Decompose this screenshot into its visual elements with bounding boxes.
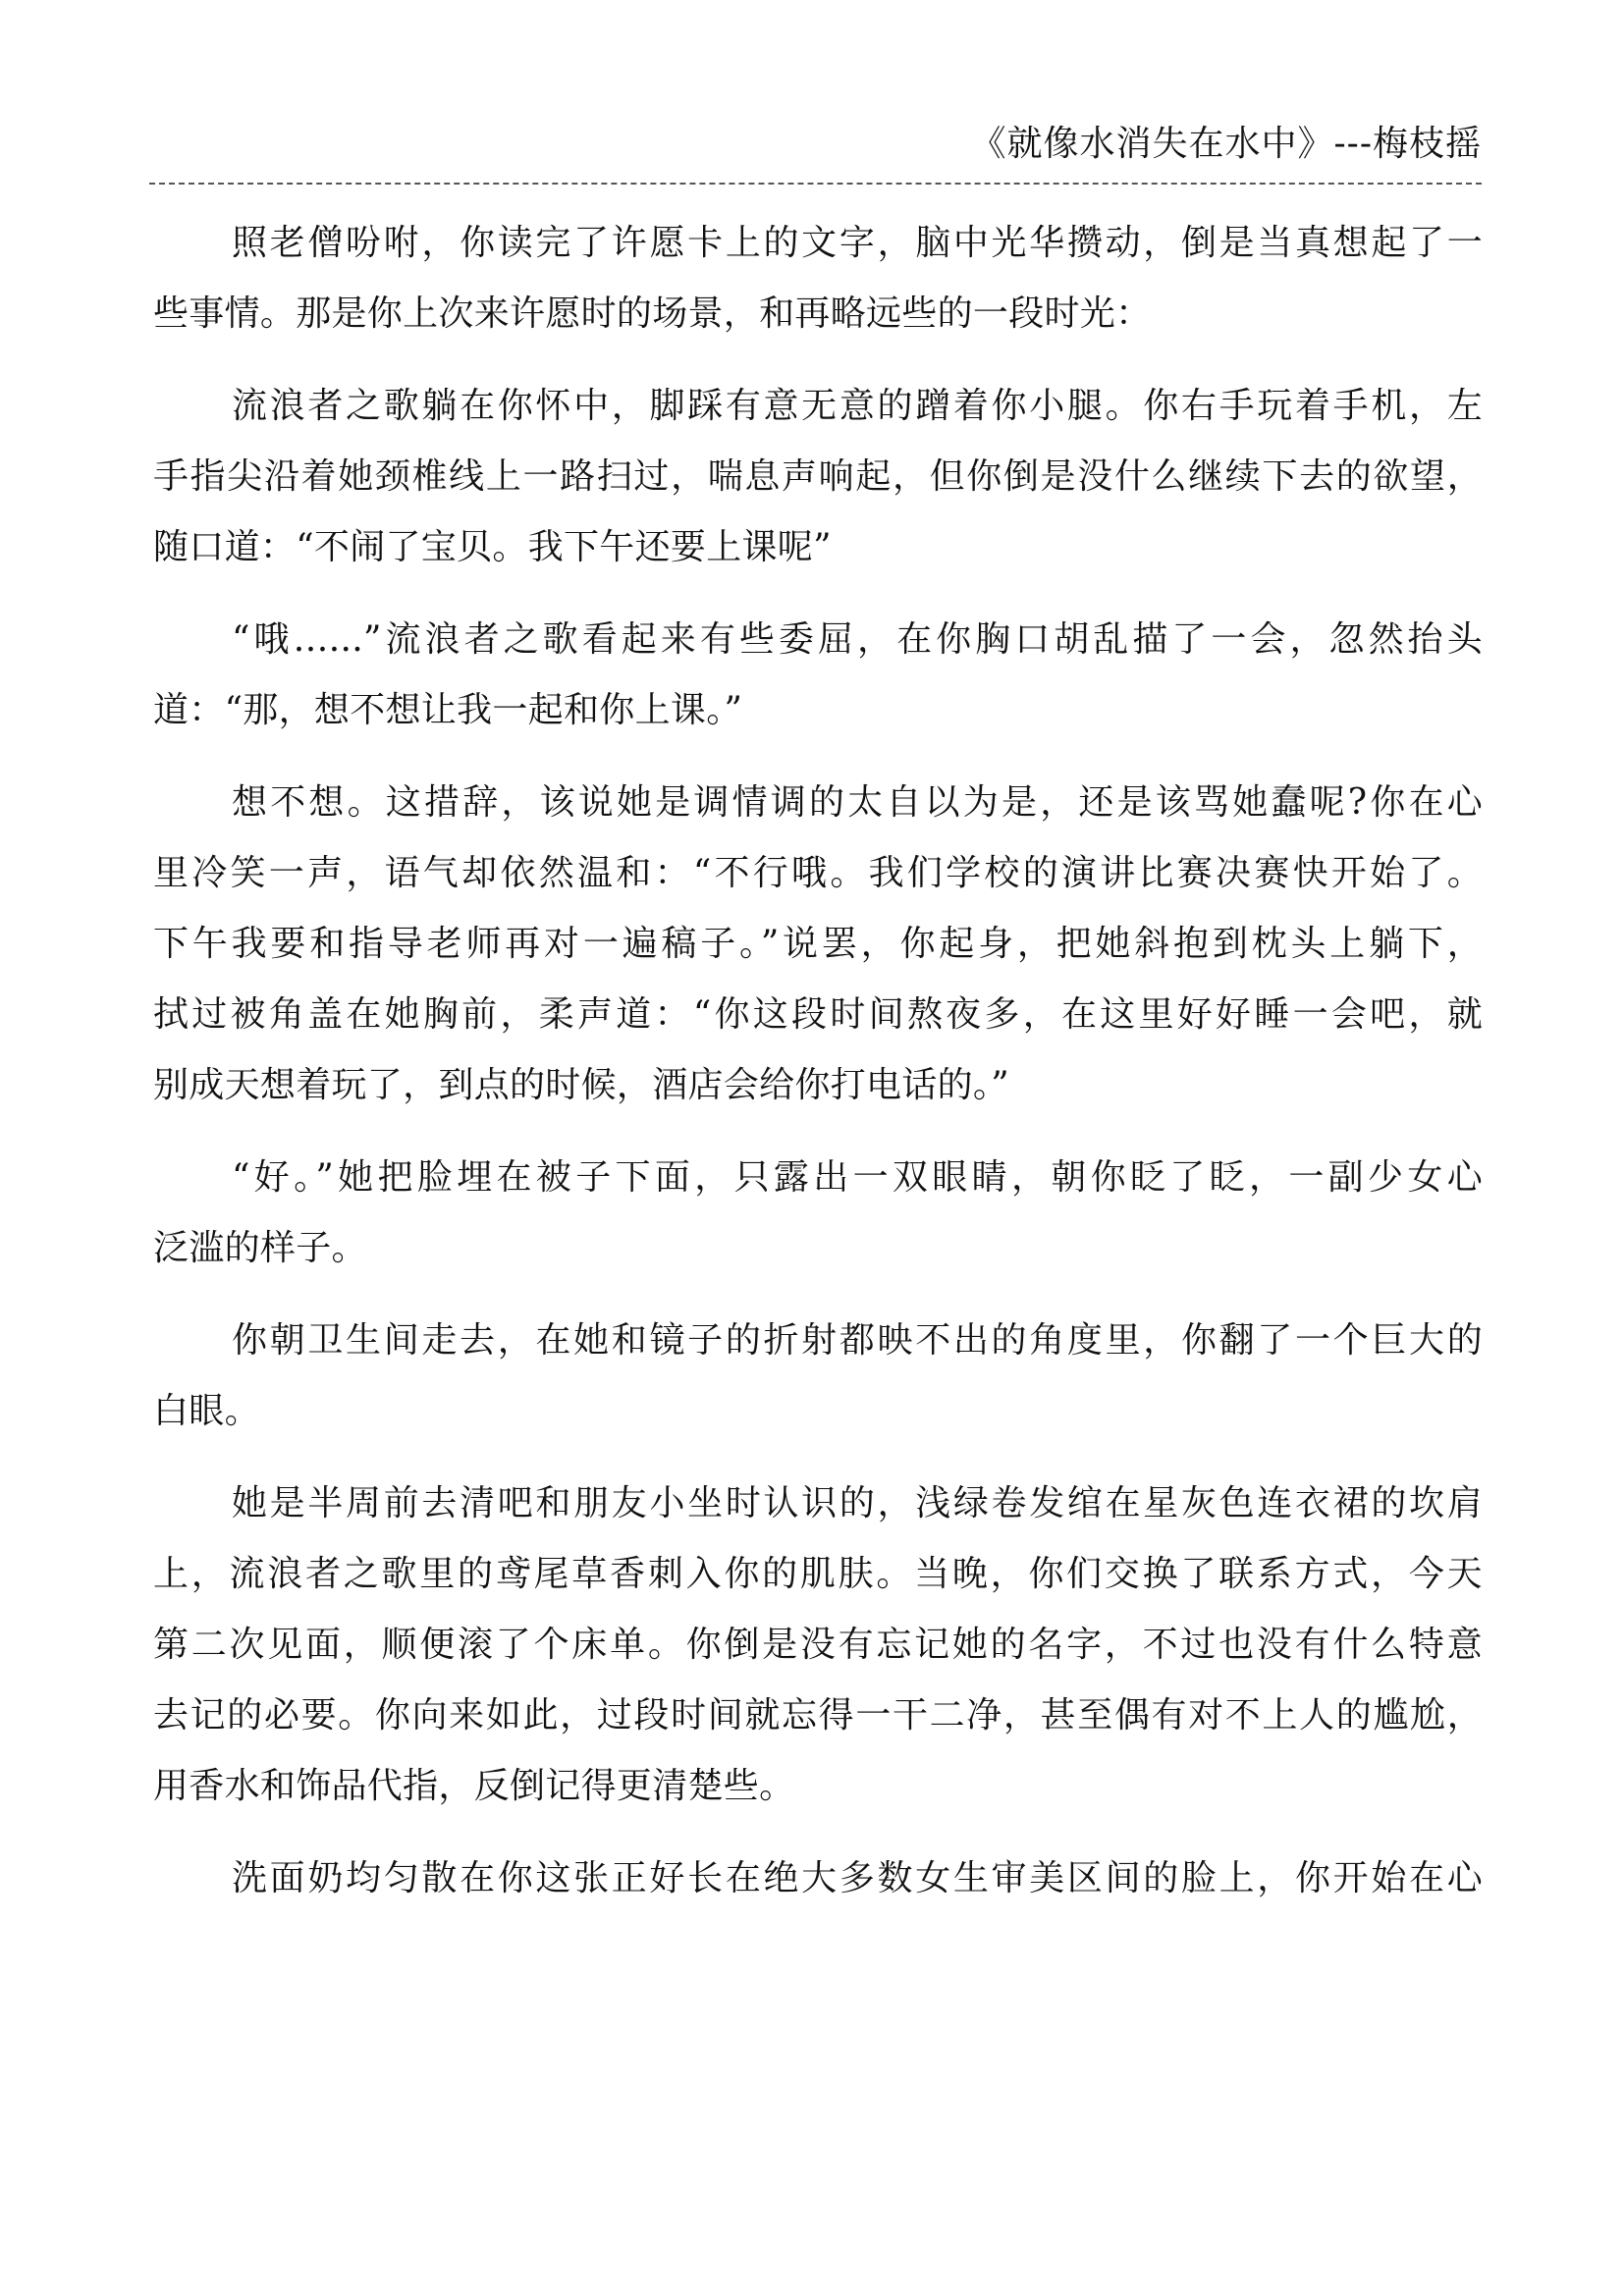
- text-line: 拭过被角盖在她胸前，柔声道：“你这段时间熬夜多，在这里好好睡一会吧，就: [153, 994, 1483, 1035]
- text-line: “好。”她把脸埋在被子下面，只露出一双眼睛，朝你眨了眨，一副少女心: [232, 1157, 1483, 1198]
- text-line: 洗面奶均匀散在你这张正好长在绝大多数女生审美区间的脸上，你开始在心: [232, 1858, 1483, 1898]
- paragraph: [153, 208, 1483, 349]
- text-line: “哦…...”流浪者之歌看起来有些委屈，在你胸口胡乱描了一会，忽然抬头: [232, 619, 1483, 660]
- paragraph: [153, 371, 1483, 583]
- body-text: [153, 208, 1483, 1936]
- text-line: 照老僧吩咐，你读完了许愿卡上的文字，脑中光华攒动，倒是当真想起了一: [232, 223, 1483, 263]
- text-line: 第二次见面，顺便滚了个床单。你倒是没有忘记她的名字，不过也没有什么特意: [153, 1625, 1483, 1665]
- paragraph: [153, 605, 1483, 746]
- text-line: 里冷笑一声，语气却依然温和：“不行哦。我们学校的演讲比赛决赛快开始了。: [153, 853, 1483, 893]
- text-line: 随口道：“不闹了宝贝。我下午还要上课呢”: [153, 527, 832, 567]
- text-line: 上，流浪者之歌里的鸢尾草香刺入你的肌肤。当晚，你们交换了联系方式，今天: [153, 1554, 1483, 1594]
- text-line: 用香水和饰品代指，反倒记得更清楚些。: [153, 1766, 795, 1806]
- text-line: 白眼。: [153, 1391, 260, 1431]
- text-line: 去记的必要。你向来如此，过段时间就忘得一干二净，甚至偶有对不上人的尴尬，: [153, 1695, 1483, 1735]
- text-line: 她是半周前去清吧和朋友小坐时认识的，浅绿卷发绾在星灰色连衣裙的坎肩: [232, 1483, 1483, 1523]
- text-line: 下午我要和指导老师再对一遍稿子。”说罢，你起身，把她斜抱到枕头上躺下，: [153, 924, 1483, 964]
- text-line: 手指尖沿着她颈椎线上一路扫过，喘息声响起，但你倒是没什么继续下去的欲望，: [153, 456, 1483, 497]
- text-line: 想不想。这措辞，该说她是调情调的太自以为是，还是该骂她蠢呢?你在心: [232, 782, 1483, 823]
- paragraph: [153, 1143, 1483, 1284]
- text-line: 你朝卫生间走去，在她和镜子的折射都映不出的角度里，你翻了一个巨大的: [232, 1320, 1483, 1361]
- text-line: 些事情。那是你上次来许愿时的场景，和再略远些的一段时光：: [153, 294, 1152, 334]
- running-header: 《就像水消失在水中》---梅枝摇: [970, 124, 1482, 164]
- text-line: 泛滥的样子。: [153, 1228, 367, 1268]
- paragraph: [232, 1843, 1483, 1914]
- text-line: 流浪者之歌躺在你怀中，脚踩有意无意的蹭着你小腿。你右手玩着手机，左: [232, 386, 1483, 426]
- text-line: 道：“那，想不想让我一起和你上课。”: [153, 690, 743, 730]
- paragraph: [153, 768, 1483, 1121]
- paragraph: [153, 1306, 1483, 1447]
- text-line: 别成天想着玩了，到点的时候，酒店会给你打电话的。”: [153, 1065, 1009, 1105]
- header-divider: [149, 183, 1482, 185]
- paragraph: [153, 1468, 1483, 1822]
